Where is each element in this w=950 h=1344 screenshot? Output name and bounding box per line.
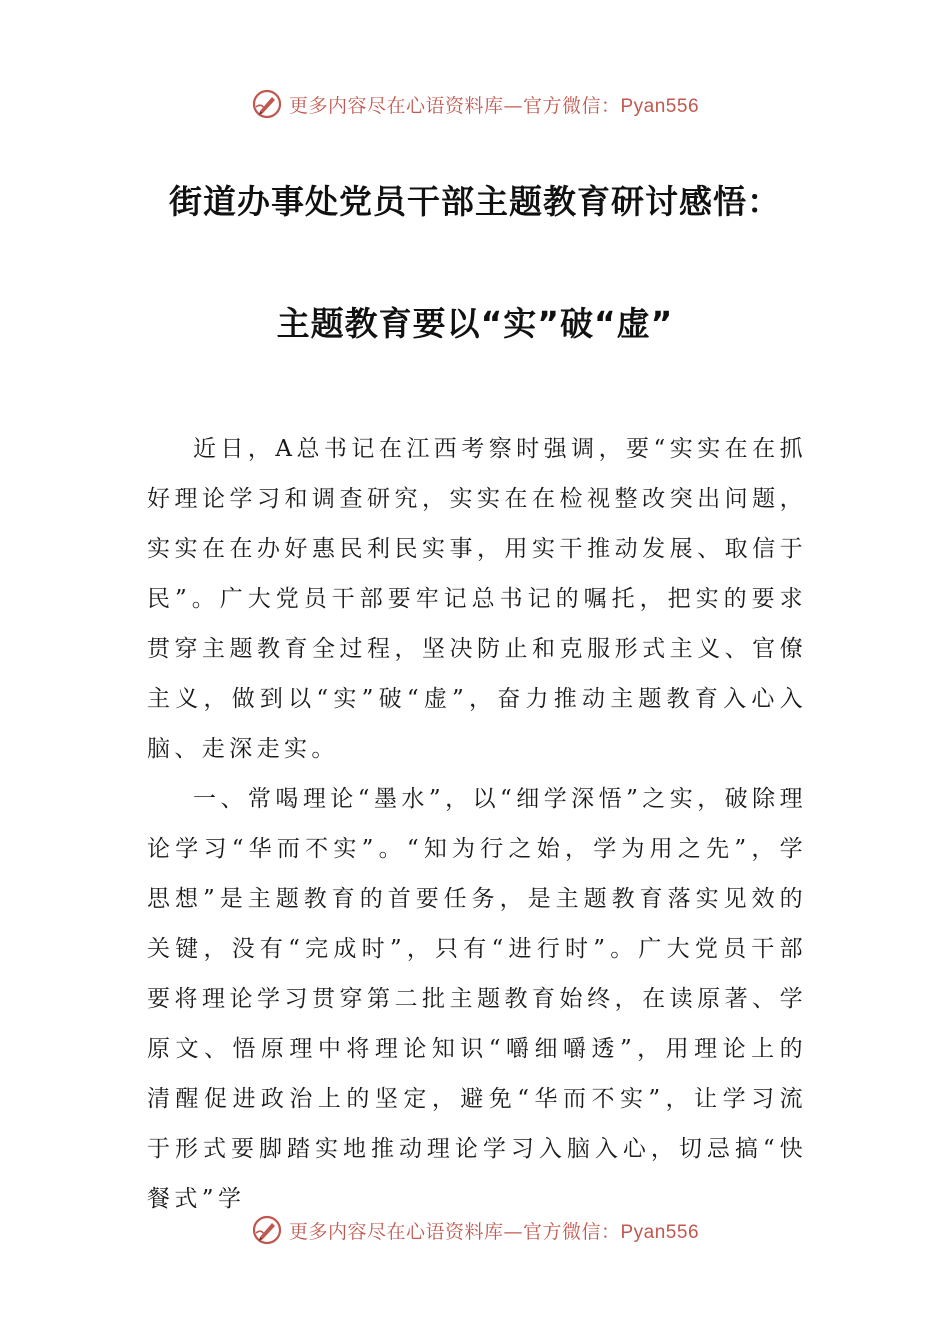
document-title-line-2: 主题教育要以“实”破“虚” — [276, 304, 674, 343]
document-title-line-1: 街道办事处党员干部主题教育研讨感悟： — [169, 182, 781, 221]
watermark-text: 更多内容尽在心语资料库—官方微信：Pyan556 — [288, 1220, 700, 1243]
watermark-header — [0, 84, 950, 124]
pen-logo-icon — [251, 88, 283, 120]
paragraph-section-1: 一、常喝理论“墨水”，以“细学深悟”之实，破除理论学习“华而不实”。“知为行之始，学为用之先”，学思想”是主题教育的首要任务，是主题教育落实见效的关键，没有“完成时”，只有“进行时”。广大党员干部要将理论学习贯穿第二批主题教育始终，在读原著、学原文、悟原理中将理论知识“嚼细嚼透”，用理论上的清醒促进政治上的坚定，避免“华而不实”，让学习流于形式要脚踏实地推动理论学习入脑入心，切忌搞“快餐式”学 — [147, 786, 807, 1212]
watermark-footer — [0, 1210, 950, 1250]
document-body — [147, 424, 807, 1224]
pen-logo-icon — [251, 1214, 283, 1246]
watermark-text: 更多内容尽在心语资料库—官方微信：Pyan556 — [288, 94, 700, 117]
paragraph-intro: 近日，A总书记在江西考察时强调，要“实实在在抓好理论学习和调查研究，实实在在检视整改突出问题，实实在在办好惠民利民实事，用实干推动发展、取信于民”。广大党员干部要牢记总书记的嘱托，把实的要求贯穿主题教育全过程，坚决防止和克服形式主义、官僚主义，做到以“实”破“虚”，奋力推动主题教育入心入脑、走深走实。 — [147, 436, 807, 762]
